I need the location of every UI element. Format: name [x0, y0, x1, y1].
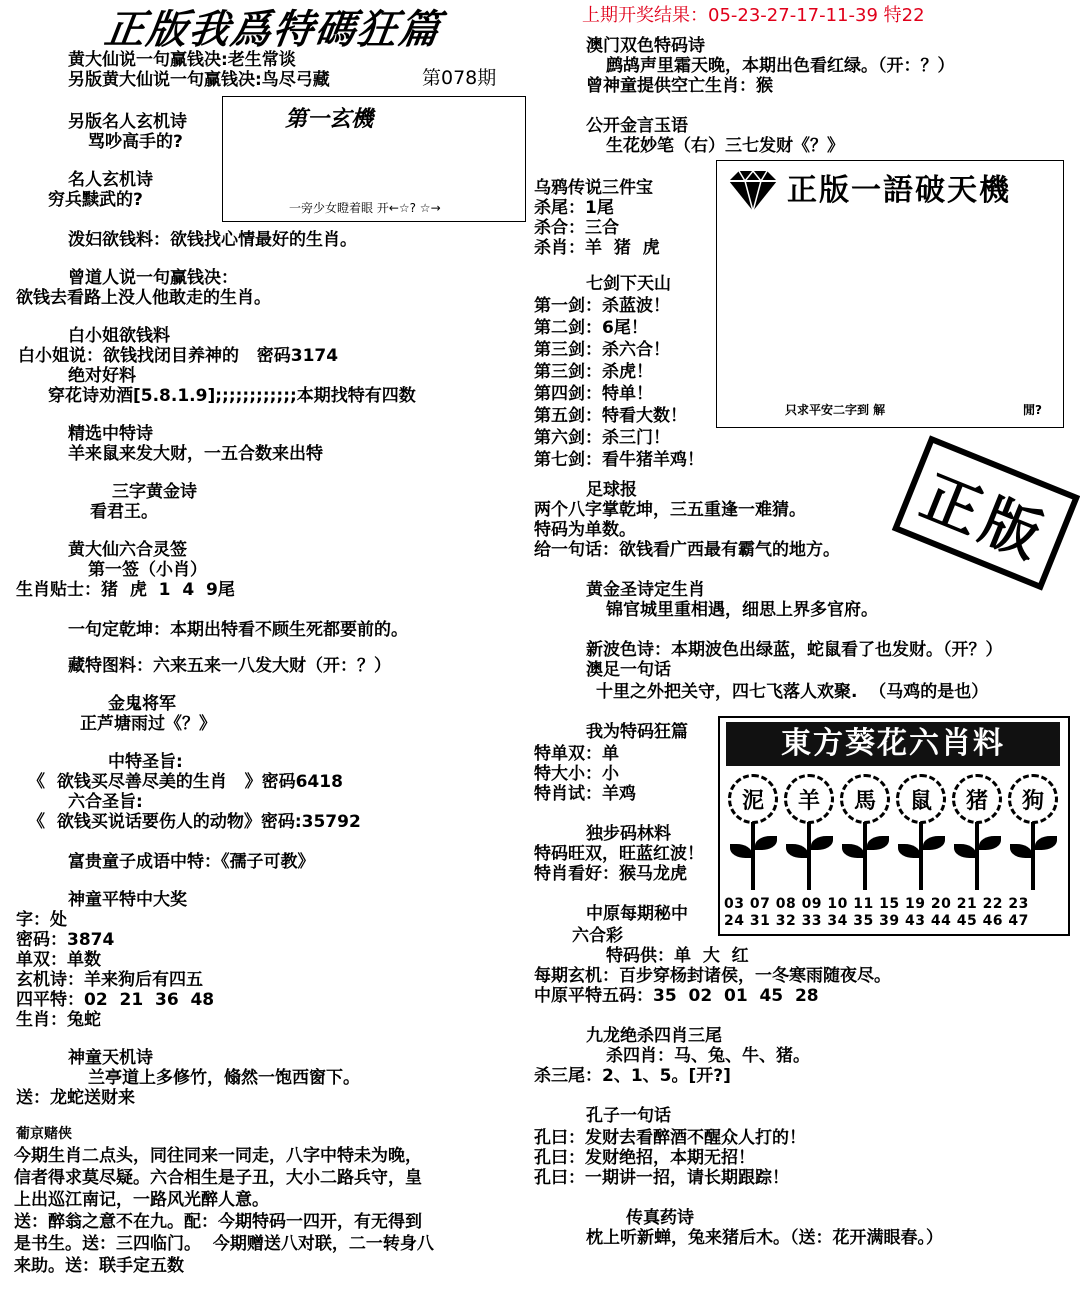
text-line: 《 欲钱买说话要伤人的动物》密码:35792 [28, 812, 361, 832]
box-footer: 閒? [1023, 403, 1042, 417]
text-line: 送：龙蛇送财来 [16, 1088, 135, 1108]
text-line: 四平特：02 21 36 48 [16, 990, 215, 1010]
text-line: 穿花诗劝酒[5.8.1.9];;;;;;;;;;;;本期找特有四数 [48, 386, 416, 406]
issue-number: 第078期 [422, 67, 497, 89]
text-line: 是书生。送：三四临门。 今期赠送八对联，二一转身八 [14, 1234, 434, 1254]
text-line: 九龙绝杀四肖三尾 [586, 1026, 722, 1046]
leaf-icon [786, 844, 808, 858]
box-footer: 只求平安二字到 解 [785, 403, 886, 417]
text-line: 特肖试：羊鸡 [534, 784, 636, 804]
text-line: 玄机诗：羊来狗后有四五 [16, 970, 203, 990]
text-line: 曾道人说一句赢钱决： [68, 268, 238, 288]
leaf-icon [811, 836, 833, 850]
text-line: 杀尾：1尾 [534, 198, 614, 218]
text-line: 欲钱去看路上没人他敢走的生肖。 [16, 288, 271, 308]
flower-head-icon: 鼠 [896, 774, 946, 824]
text-line: 七剑下天山 [586, 274, 671, 294]
yiyu-box [716, 160, 1064, 428]
number-row: 24 31 32 33 34 35 39 43 44 45 46 47 [724, 913, 1029, 929]
page-title: 正版我爲特碼狂篇 [101, 7, 445, 53]
leaf-icon [867, 836, 889, 850]
text-line: 特单双：单 [534, 744, 619, 764]
text-line: 孔曰：一期讲一招，请长期跟踪！ [534, 1168, 789, 1188]
text-line: 中特圣旨: [108, 752, 183, 772]
leaf-icon [1010, 844, 1032, 858]
text-line: 上出巡江南记，一路风光醉人意。 [14, 1190, 269, 1210]
leaf-icon [954, 844, 976, 858]
text-line: 葡京赌侠 [16, 1126, 72, 1142]
text-line: 杀四肖：马、兔、牛、猪。 [606, 1046, 810, 1066]
text-line: 鹧鸪声里霜天晚，本期出色看红绿。（开：？） [606, 56, 955, 76]
leaf-icon [842, 844, 864, 858]
text-line: 杀三尾：2、1、5。[开?] [534, 1066, 731, 1086]
text-line: 锦官城里重相遇，细思上界多官府。 [606, 600, 878, 620]
text-line: 特码供：单 大 红 [606, 946, 749, 966]
flower-head-icon: 猪 [952, 774, 1002, 824]
text-line: 三字黄金诗 [112, 482, 197, 502]
text-line: 一句定乾坤：本期出特看不顾生死都要前的。 [68, 620, 408, 640]
text-line: 今期生肖二点头，同往同来一同走，八字中特未为晚， [14, 1146, 422, 1166]
text-line: 我为特码狂篇 [586, 722, 688, 742]
text-line: 孔曰：发财绝招，本期无招！ [534, 1148, 755, 1168]
text-line: 另版黄大仙说一句赢钱决:鸟尽弓藏 [68, 70, 330, 90]
text-line: 孔曰：发财去看醉酒不醒众人打的！ [534, 1128, 806, 1148]
text-line: 杀肖：羊 猪 虎 [534, 238, 660, 258]
box-title: 第一玄機 [285, 107, 374, 132]
text-line: 每期玄机：百步穿杨封诸侯，一冬寒雨随夜尽。 [534, 966, 891, 986]
text-line: 密码：3874 [16, 930, 115, 950]
text-line: 送：醉翁之意不在九。配：今期特码一四开，有无得到 [14, 1212, 422, 1232]
zhengban-stamp [892, 435, 1080, 590]
text-line: 生花妙笔（右）三七发财《？》 [606, 136, 844, 156]
diamond-icon [725, 169, 781, 213]
text-line: 穷兵黩武的? [48, 190, 143, 210]
leaf-icon [1035, 836, 1057, 850]
text-line: 新波色诗：本期波色出绿蓝，蛇鼠看了也发财。（开？） [586, 640, 1003, 660]
text-line: 中原平特五码：35 02 01 45 28 [534, 986, 819, 1006]
text-line: 乌鸦传说三件宝 [534, 178, 653, 198]
text-line: 绝对好料 [68, 366, 136, 386]
text-line: 字：处 [16, 910, 67, 930]
flower-head-icon: 狗 [1008, 774, 1058, 824]
text-line: 来助。送：联手定五数 [14, 1256, 184, 1276]
text-line: 富贵童子成语中特：《孺子可教》 [68, 852, 315, 872]
box-footer: 一旁少女瞪着眼 开←☆? ☆→ [289, 201, 441, 215]
text-line: 公开金言玉语 [586, 116, 688, 136]
text-line: 传真药诗 [626, 1208, 694, 1228]
text-line: 澳足一句话 [586, 660, 671, 680]
text-line: 单双：单数 [16, 950, 101, 970]
text-line: 羊来鼠来发大财，一五合数来出特 [68, 444, 323, 464]
panel-title: 東方葵花六肖料 [726, 722, 1060, 766]
text-line: 枕上听新蝉，兔来猪后木。（送：花开满眼春。） [586, 1228, 943, 1248]
text-line: 金鬼将军 [108, 694, 176, 714]
text-line: 曾神童提供空亡生肖：猴 [586, 76, 773, 96]
text-line: 正芦塘雨过《？》 [80, 714, 216, 734]
text-line: 生肖贴士：猪 虎 1 4 9尾 [16, 580, 235, 600]
leaf-icon [923, 836, 945, 850]
text-line: 给一句话：欲钱看广西最有霸气的地方。 [534, 540, 840, 560]
text-line: 生肖：兔蛇 [16, 1010, 101, 1030]
text-line: 看君王。 [90, 502, 158, 522]
text-line: 特码为单数。 [534, 520, 636, 540]
text-line: 澳门双色特码诗 [586, 36, 705, 56]
text-line: 名人玄机诗 [68, 170, 153, 190]
text-line: 特肖看好：猴马龙虎 [534, 864, 687, 884]
leaf-icon [730, 844, 752, 858]
text-line: 黄大仙六合灵签 [68, 540, 187, 560]
text-line: 黄大仙说一句赢钱决:老生常谈 [68, 50, 296, 70]
text-line: 足球报 [586, 480, 637, 500]
text-line: 孔子一句话 [586, 1106, 671, 1126]
text-line: 神童平特中大奖 [68, 890, 187, 910]
text-line: 六合圣旨: [68, 792, 143, 812]
xuanji-box [222, 96, 526, 222]
leaf-icon [898, 844, 920, 858]
text-line: 藏特图料：六来五来一八发大财（开：？） [68, 656, 391, 676]
text-line: 第七剑：看牛猪羊鸡！ [534, 450, 704, 470]
text-line: 精选中特诗 [68, 424, 153, 444]
text-line: 白小姐说：欲钱找闭目养神的 密码3174 [18, 346, 339, 366]
text-line: 中原每期秘中 [586, 904, 688, 924]
text-line: 第一签（小肖） [88, 560, 207, 580]
text-line: 杀合：三合 [534, 218, 619, 238]
text-line: 泼妇欲钱料：欲钱找心情最好的生肖。 [68, 230, 357, 250]
text-line: 独步码林料 [586, 824, 671, 844]
box-title: 正版一語破天機 [787, 173, 1011, 208]
text-line: 《 欲钱买尽善尽美的生肖 》密码6418 [28, 772, 343, 792]
text-line: 神童天机诗 [68, 1048, 153, 1068]
last-result: 上期开奖结果：05-23-27-17-11-39 特22 [582, 5, 925, 26]
text-line: 十里之外把关守，四七飞落人欢聚. （马鸡的是也） [596, 682, 989, 702]
text-line: 第四剑：特单！ [534, 384, 653, 404]
text-line: 骂吵高手的? [88, 132, 183, 152]
stamp-text: 正版 [912, 462, 1057, 574]
flower-head-icon: 馬 [840, 774, 890, 824]
text-line: 特大小：小 [534, 764, 619, 784]
text-line: 另版名人玄机诗 [68, 112, 187, 132]
text-line: 两个八字掌乾坤，三五重逢一难猜。 [534, 500, 806, 520]
text-line: 第一剑：杀蓝波！ [534, 296, 670, 316]
text-line: 黄金圣诗定生肖 [586, 580, 705, 600]
leaf-icon [979, 836, 1001, 850]
text-line: 第三剑：杀虎！ [534, 362, 653, 382]
flower-head-icon: 羊 [784, 774, 834, 824]
text-line: 特码旺双，旺蓝红波！ [534, 844, 704, 864]
number-row: 03 07 08 09 10 11 15 19 20 21 22 23 [724, 896, 1029, 912]
text-line: 第六剑：杀三门！ [534, 428, 670, 448]
text-line: 信者得求莫尽疑。六合相生是子丑，大小二路兵守，皇 [14, 1168, 422, 1188]
text-line: 白小姐欲钱料 [68, 326, 170, 346]
text-line: 六合彩 [572, 926, 623, 946]
text-line: 兰亭道上多修竹，翛然一饱西窗下。 [88, 1068, 360, 1088]
text-line: 第三剑：杀六合！ [534, 340, 670, 360]
sunflower-panel [718, 716, 1070, 936]
leaf-icon [755, 836, 777, 850]
text-line: 第五剑：特看大数！ [534, 406, 687, 426]
text-line: 第二剑：6尾！ [534, 318, 648, 338]
flower-head-icon: 泥 [728, 774, 778, 824]
